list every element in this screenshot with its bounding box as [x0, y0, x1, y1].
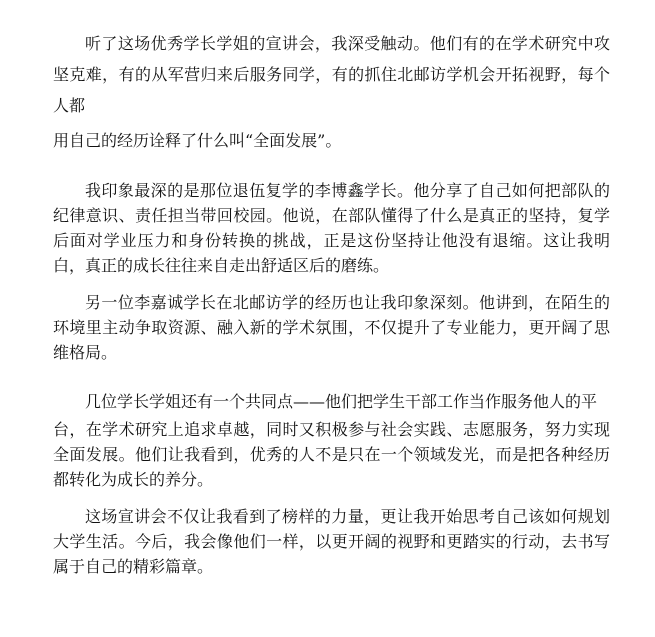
paragraph-3: 另一位李嘉诚学长在北邮访学的经历也让我印象深刻。他讲到，在陌生的环境里主动争取资源、融入新的学术氛围，不仅提升了专业能力，更开阔了思维格局。	[53, 293, 610, 362]
paragraph-4-rest: 台，在学术研究上追求卓越，同时又积极参与社会实践、志愿服务，努力实现全面发展。他们让我看到，优秀的人不是只在一个领域发光，而是把各种经历都转化为成长的养分。	[53, 420, 610, 489]
document-body	[53, 28, 610, 579]
paragraph-1-main: 听了这场优秀学长学姐的宣讲会，我深受触动。他们有的在学术研究中攻坚克难，有的从军营归来后服务同学，有的抓住北邮访学机会开拓视野，每个人都	[53, 34, 610, 115]
paragraph-2: 我印象最深的是那位退伍复学的李博鑫学长。他分享了自己如何把部队的纪律意识、责任担当带回校园。他说，在部队懂得了什么是真正的坚持，复学后面对学业压力和身份转换的挑战，正是这份坚持让他没有退缩。这让我明白，真正的成长往往来自走出舒适区后的磨练。	[53, 181, 610, 275]
paragraph-5: 这场宣讲会不仅让我看到了榜样的力量，更让我开始思考自己该如何规划大学生活。今后，我会像他们一样，以更开阔的视野和更踏实的行动，去书写属于自己的精彩篇章。	[53, 507, 610, 576]
paragraph-1-last-line: 用自己的经历诠释了什么叫“全面发展”。	[53, 131, 342, 150]
paragraph-4	[53, 387, 610, 492]
paragraph-4-first-line: 几位学长学姐还有一个共同点——他们把学生干部工作当作服务他人的平	[85, 392, 598, 411]
paragraph-1	[53, 28, 610, 156]
